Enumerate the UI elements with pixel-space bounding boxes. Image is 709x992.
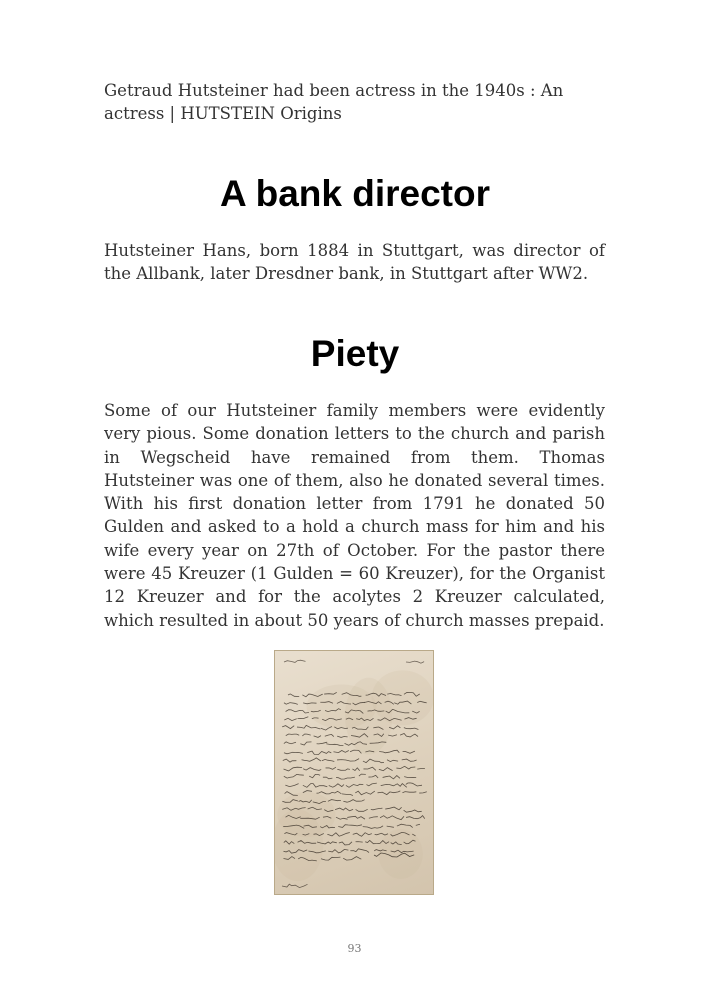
handwriting-stroke	[286, 710, 309, 713]
donation-letter-image	[274, 650, 434, 895]
handwriting-stroke	[300, 742, 311, 745]
handwriting-stroke	[297, 725, 320, 729]
handwriting-stroke	[283, 759, 297, 762]
handwriting-stroke	[356, 809, 368, 811]
handwriting-stroke	[337, 769, 350, 770]
handwriting-stroke	[284, 660, 306, 662]
handwriting-stroke	[284, 767, 303, 771]
handwriting-stroke	[404, 810, 422, 812]
handwriting-stroke	[416, 824, 420, 825]
handwriting-stroke	[325, 734, 334, 736]
handwriting-stroke	[337, 759, 359, 762]
handwriting-stroke	[302, 758, 321, 761]
handwriting-stroke	[303, 768, 321, 771]
handwriting-stroke	[353, 833, 372, 837]
handwriting-stroke	[406, 661, 424, 663]
handwriting-stroke	[314, 736, 321, 738]
handwriting-stroke	[363, 826, 383, 829]
handwriting-stroke	[338, 825, 362, 828]
handwriting-stroke	[368, 775, 378, 778]
handwriting-stroke	[323, 777, 333, 779]
handwriting-stroke	[326, 744, 343, 746]
handwriting-stroke	[352, 768, 359, 771]
handwriting-stroke	[284, 718, 296, 720]
handwriting-stroke	[282, 884, 308, 887]
intro-caption: Getraud Hutsteiner had been actress in the 1940s : An actress | HUTSTEIN Origins	[104, 81, 564, 124]
section-body-piety: Some of our Hutsteiner family members were evidently very pious. Some donation letters to the church and parish in Wegscheid have remained from them. Thomas Hutsteiner was one of them, also he donated several times. With his first donation letter from 1791 he donated 50 Gulden and asked to a hold a church mass for him and his wife every year on 27th of October. For the pastor there were 45 Kreuzer (1 Gulden = 60 Kreuzer), for the Organist 12 Kreuzer and for the acolytes 2 Kreuzer calculated, which resulted in about 50 years of church masses prepaid.	[104, 401, 605, 630]
handwriting-stroke	[363, 767, 375, 770]
handwriting-stroke	[404, 777, 416, 778]
handwriting-stroke	[285, 784, 298, 787]
handwriting-stroke	[355, 791, 375, 795]
handwriting-stroke	[284, 703, 298, 705]
handwriting-stroke	[369, 817, 378, 819]
handwriting-stroke	[356, 842, 363, 843]
handwriting-stroke	[381, 784, 407, 788]
handwriting-stroke	[387, 826, 394, 827]
handwriting-stroke	[397, 824, 413, 827]
handwriting-stroke	[337, 736, 347, 737]
handwriting-stroke	[402, 759, 417, 761]
page-number: 93	[347, 942, 362, 955]
handwriting-stroke	[329, 784, 344, 787]
handwriting-stroke	[336, 817, 348, 819]
handwriting-stroke	[321, 727, 332, 731]
paper-stain	[307, 685, 377, 729]
handwriting-stroke	[286, 734, 299, 736]
handwriting-stroke	[339, 842, 352, 845]
handwriting-stroke	[307, 751, 331, 754]
handwriting-stroke	[366, 783, 376, 786]
handwriting-stroke	[385, 807, 401, 810]
handwriting-stroke	[343, 857, 361, 861]
handwritten-letter-illustration	[274, 650, 434, 895]
paper-stain	[274, 809, 323, 881]
handwriting-stroke	[282, 726, 294, 729]
handwriting-stroke	[396, 766, 415, 769]
handwriting-stroke	[419, 792, 427, 793]
handwriting-stroke	[328, 849, 348, 853]
handwriting-stroke	[379, 768, 393, 771]
handwriting-stroke	[298, 717, 309, 719]
handwriting-stroke	[303, 784, 327, 788]
handwriting-stroke	[321, 857, 340, 860]
handwriting-stroke	[284, 774, 304, 778]
handwriting-stroke	[378, 791, 401, 795]
handwriting-stroke	[284, 752, 303, 754]
handwriting-stroke	[402, 792, 416, 793]
handwriting-stroke	[327, 833, 349, 837]
section-body-bank-director: Hutsteiner Hans, born 1884 in Stuttgart, was director of the Allbank, later Dresdner bank, in Stuttgart after WW2.	[104, 241, 605, 284]
handwriting-stroke	[406, 816, 425, 819]
handwriting-stroke	[388, 735, 397, 736]
handwriting-stroke	[387, 760, 398, 762]
handwriting-stroke	[379, 750, 399, 753]
handwriting-stroke	[347, 816, 365, 819]
handwriting-stroke	[322, 759, 334, 761]
handwriting-stroke	[326, 767, 336, 769]
handwriting-stroke	[328, 800, 341, 802]
handwriting-stroke	[406, 783, 422, 786]
handwriting-stroke	[417, 768, 425, 769]
handwriting-stroke	[309, 774, 320, 777]
handwriting-stroke	[346, 784, 363, 787]
handwriting-stroke	[342, 794, 353, 796]
handwriting-stroke	[317, 742, 328, 744]
handwriting-stroke	[363, 759, 384, 763]
handwriting-stroke	[336, 777, 355, 779]
handwriting-stroke	[359, 774, 366, 776]
section-title-piety: Piety	[310, 333, 400, 374]
handwriting-stroke	[343, 800, 364, 803]
handwriting-stroke	[302, 734, 310, 736]
handwriting-stroke	[403, 751, 415, 753]
handwriting-stroke	[288, 694, 299, 697]
handwriting-stroke	[335, 808, 353, 811]
section-title-bank-director: A bank director	[219, 173, 491, 214]
handwriting-stroke	[333, 751, 348, 753]
handwriting-stroke	[380, 816, 404, 820]
handwriting-stroke	[371, 808, 383, 810]
handwriting-stroke	[404, 728, 419, 730]
handwriting-stroke	[284, 742, 296, 744]
handwriting-stroke	[350, 849, 369, 853]
handwriting-stroke	[375, 833, 388, 835]
handwriting-stroke	[400, 734, 418, 737]
handwriting-stroke	[317, 791, 342, 794]
handwriting-stroke	[383, 776, 400, 779]
